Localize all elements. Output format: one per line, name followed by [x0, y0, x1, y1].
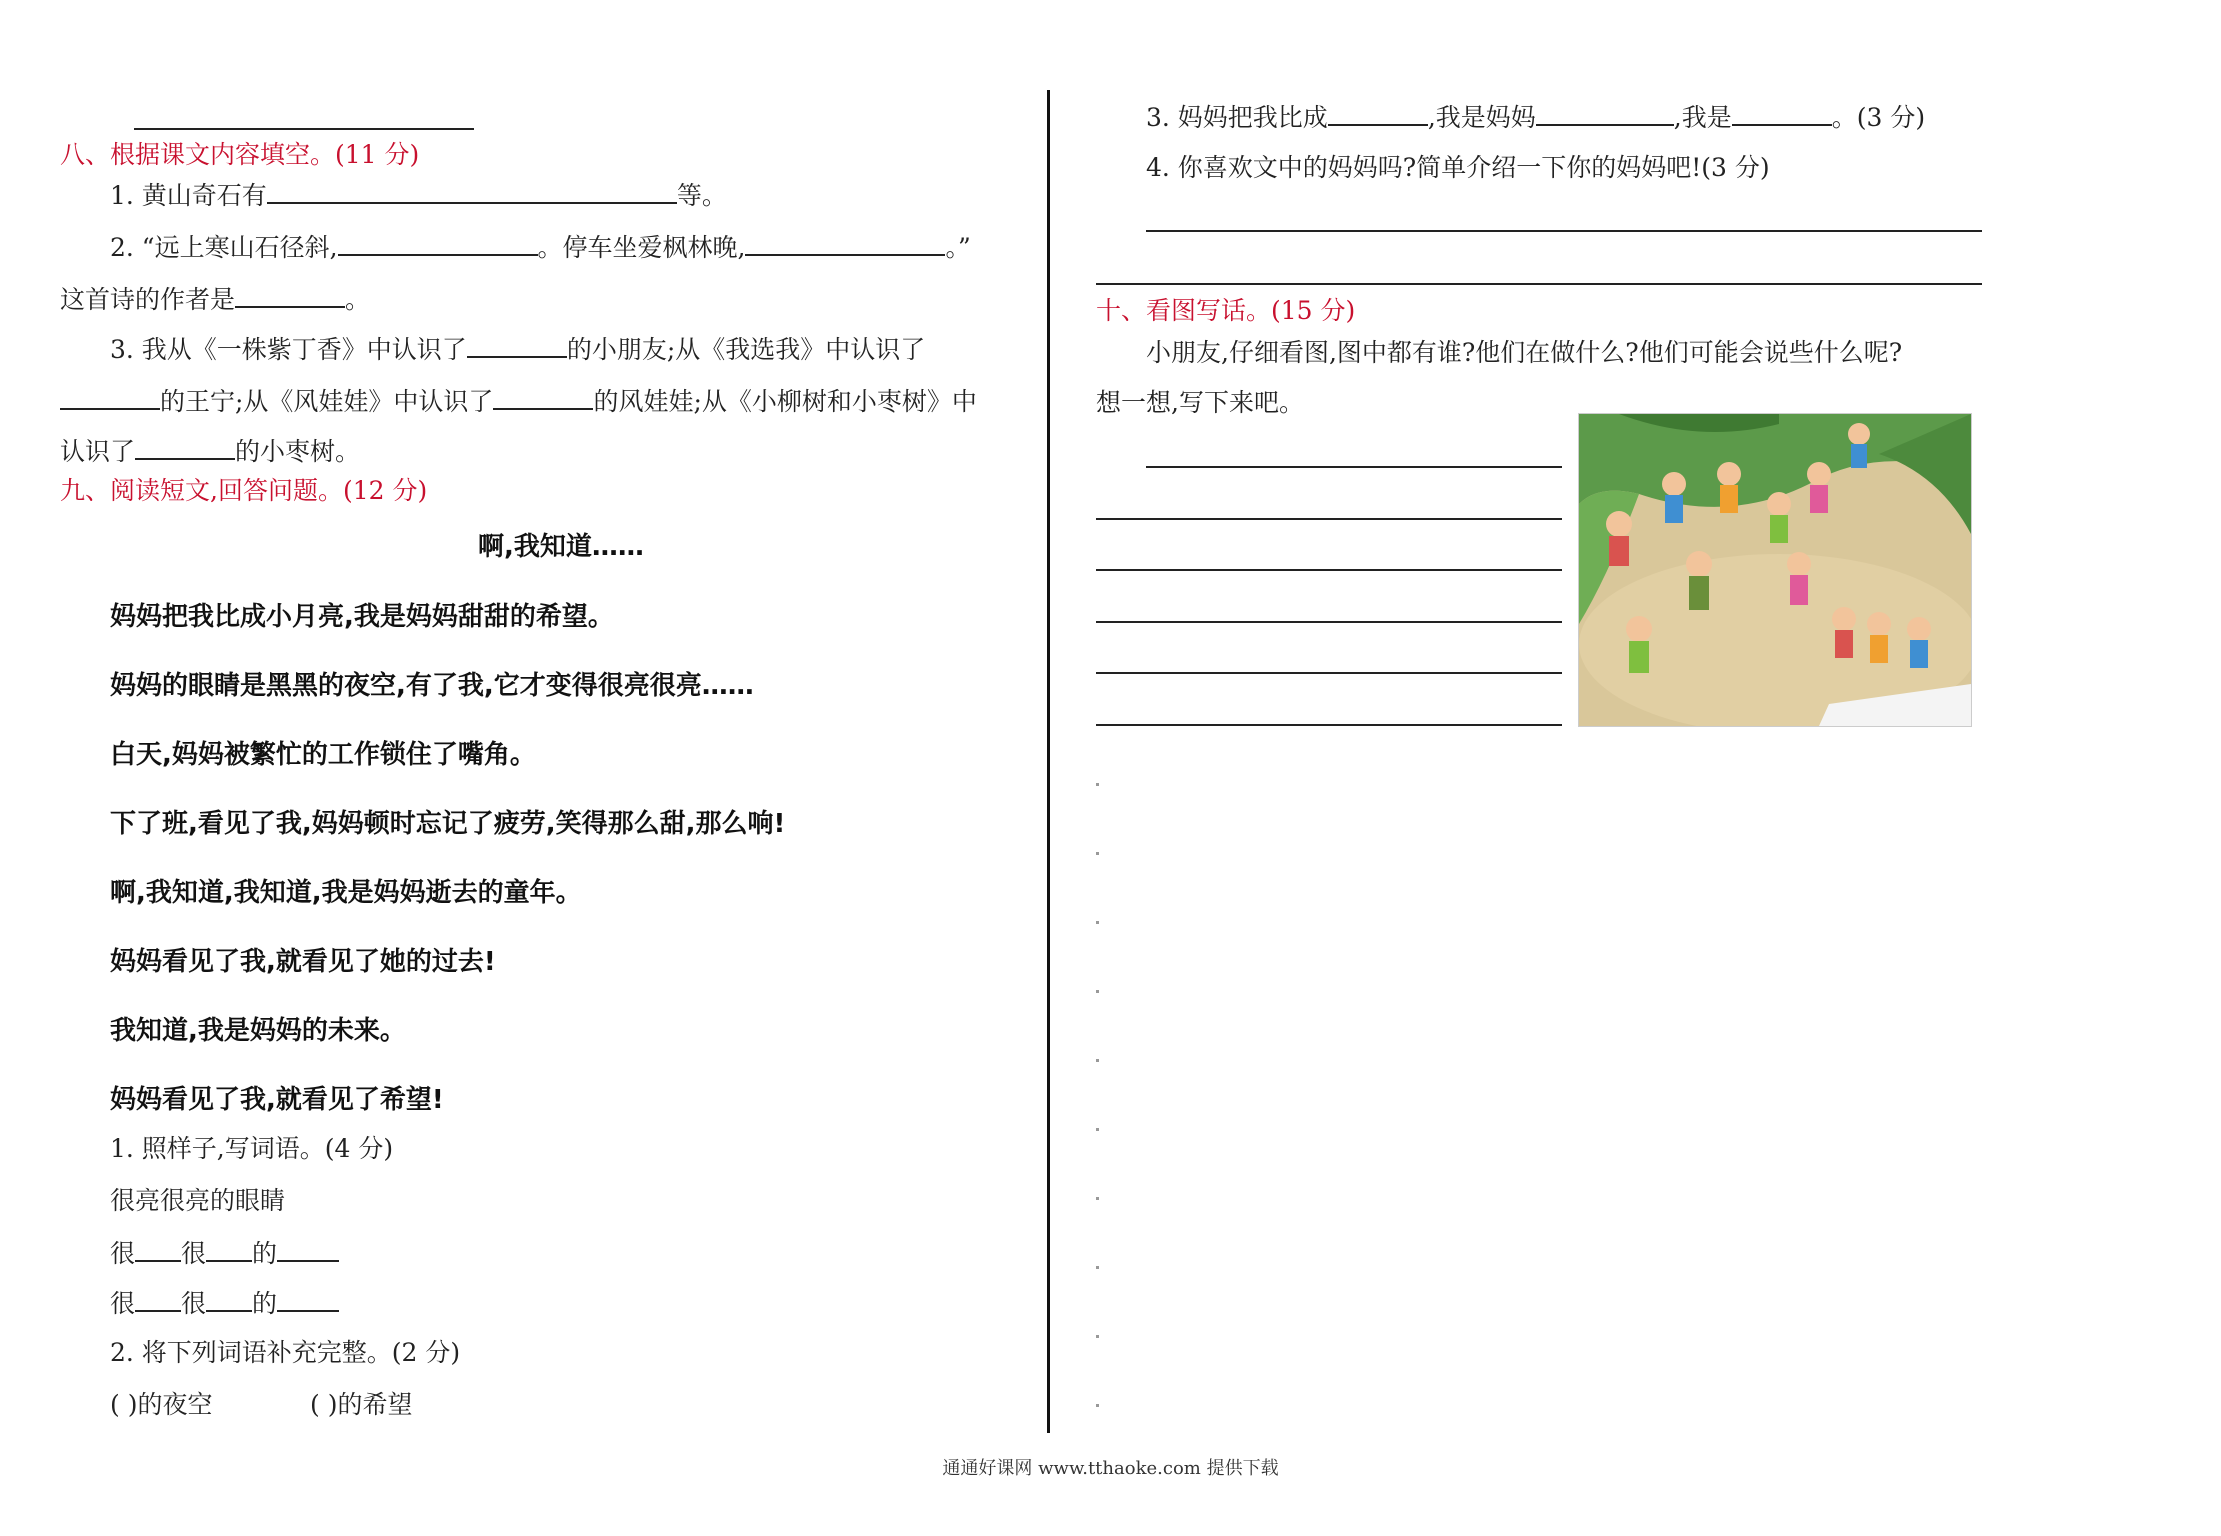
poem-line-2: 妈妈的眼睛是黑黑的夜空,有了我,它才变得很亮很亮……	[110, 671, 754, 701]
margin-dot	[1096, 783, 1099, 786]
q8-3-line2: 的王宁;从《风娃娃》中认识了 的风娃娃;从《小柳树和小枣树》中	[60, 386, 977, 417]
illustration-svg	[1579, 414, 1971, 726]
blank[interactable]	[135, 1288, 181, 1312]
q9-1-row-1: 很 很 的	[110, 1238, 339, 1269]
q9-1-example: 很亮很亮的眼睛	[110, 1186, 286, 1215]
q8-2-author: 这首诗的作者是 。	[60, 285, 371, 314]
section-9-title: 九、阅读短文,回答问题。(12 分)	[60, 476, 428, 505]
writing-line[interactable]	[1146, 466, 1562, 468]
section-10-title: 十、看图写话。(15 分)	[1096, 296, 1356, 325]
margin-dot	[1096, 1128, 1099, 1131]
q8-3: 3. 我从《一株紫丁香》中认识了 的小朋友;从《我选我》中认识了	[110, 335, 926, 364]
writing-line[interactable]	[1096, 672, 1562, 674]
q9-2: 2. 将下列词语补充完整。(2 分)	[110, 1338, 461, 1367]
column-divider	[1047, 90, 1050, 1433]
answer-line[interactable]	[1096, 283, 1982, 285]
q8-3-line3: 认识了 的小枣树。	[60, 437, 361, 466]
writing-line[interactable]	[1096, 518, 1562, 520]
poem-line-1: 妈妈把我比成小月亮,我是妈妈甜甜的希望。	[110, 602, 614, 632]
margin-dot	[1096, 921, 1099, 924]
blank[interactable]	[135, 436, 235, 460]
q8-2: 2. “远上寒山石径斜, 。停车坐爱枫林晚, 。”	[110, 233, 971, 262]
margin-dot	[1096, 1335, 1099, 1338]
answer-line-top	[134, 128, 474, 130]
blank[interactable]	[235, 284, 345, 308]
blank[interactable]	[267, 180, 677, 204]
footer-credit: 通通好课网 www.tthaoke.com 提供下载	[942, 1458, 1279, 1479]
blank[interactable]	[206, 1238, 252, 1262]
margin-dot	[1096, 990, 1099, 993]
q8-1: 1. 黄山奇石有 等。	[110, 181, 727, 210]
blank[interactable]	[1328, 102, 1428, 126]
blank[interactable]	[493, 386, 593, 410]
blank[interactable]	[745, 232, 945, 256]
blank[interactable]	[206, 1288, 252, 1312]
q9-1: 1. 照样子,写词语。(4 分)	[110, 1134, 394, 1163]
poem-title: 啊,我知道……	[478, 532, 644, 562]
q9-3: 3. 妈妈把我比成 ,我是妈妈 ,我是 。(3 分)	[1146, 103, 1926, 132]
poem-line-4: 下了班,看见了我,妈妈顿时忘记了疲劳,笑得那么甜,那么响!	[110, 809, 786, 839]
writing-line[interactable]	[1096, 724, 1562, 726]
q9-2-b[interactable]: ( )的希望	[310, 1390, 413, 1419]
children-playing-illustration	[1578, 413, 1972, 727]
section-10-prompt-1: 小朋友,仔细看图,图中都有谁?他们在做什么?他们可能会说些什么呢?	[1146, 338, 1903, 367]
writing-line[interactable]	[1096, 621, 1562, 623]
poem-line-3: 白天,妈妈被繁忙的工作锁住了嘴角。	[110, 740, 536, 770]
q9-4: 4. 你喜欢文中的妈妈吗?简单介绍一下你的妈妈吧!(3 分)	[1146, 153, 1770, 182]
poem-line-7: 我知道,我是妈妈的未来。	[110, 1016, 406, 1046]
poem-line-5: 啊,我知道,我知道,我是妈妈逝去的童年。	[110, 878, 582, 908]
blank[interactable]	[1732, 102, 1832, 126]
poem-line-8: 妈妈看见了我,就看见了希望!	[110, 1085, 444, 1115]
margin-dot	[1096, 1059, 1099, 1062]
margin-dot	[1096, 1266, 1099, 1269]
answer-line[interactable]	[1146, 230, 1982, 232]
margin-dot	[1096, 1197, 1099, 1200]
blank[interactable]	[338, 232, 538, 256]
section-8-title: 八、根据课文内容填空。(11 分)	[60, 140, 420, 169]
q9-1-row-2: 很 很 的	[110, 1288, 339, 1319]
q9-2-a[interactable]: ( )的夜空	[110, 1390, 213, 1419]
poem-line-6: 妈妈看见了我,就看见了她的过去!	[110, 947, 496, 977]
blank[interactable]	[1536, 102, 1674, 126]
section-10-prompt-2: 想一想,写下来吧。	[1096, 388, 1304, 417]
blank[interactable]	[60, 386, 160, 410]
blank[interactable]	[467, 334, 567, 358]
margin-dot	[1096, 1404, 1099, 1407]
writing-line[interactable]	[1096, 569, 1562, 571]
blank[interactable]	[277, 1288, 339, 1312]
blank[interactable]	[135, 1238, 181, 1262]
margin-dot	[1096, 852, 1099, 855]
blank[interactable]	[277, 1238, 339, 1262]
